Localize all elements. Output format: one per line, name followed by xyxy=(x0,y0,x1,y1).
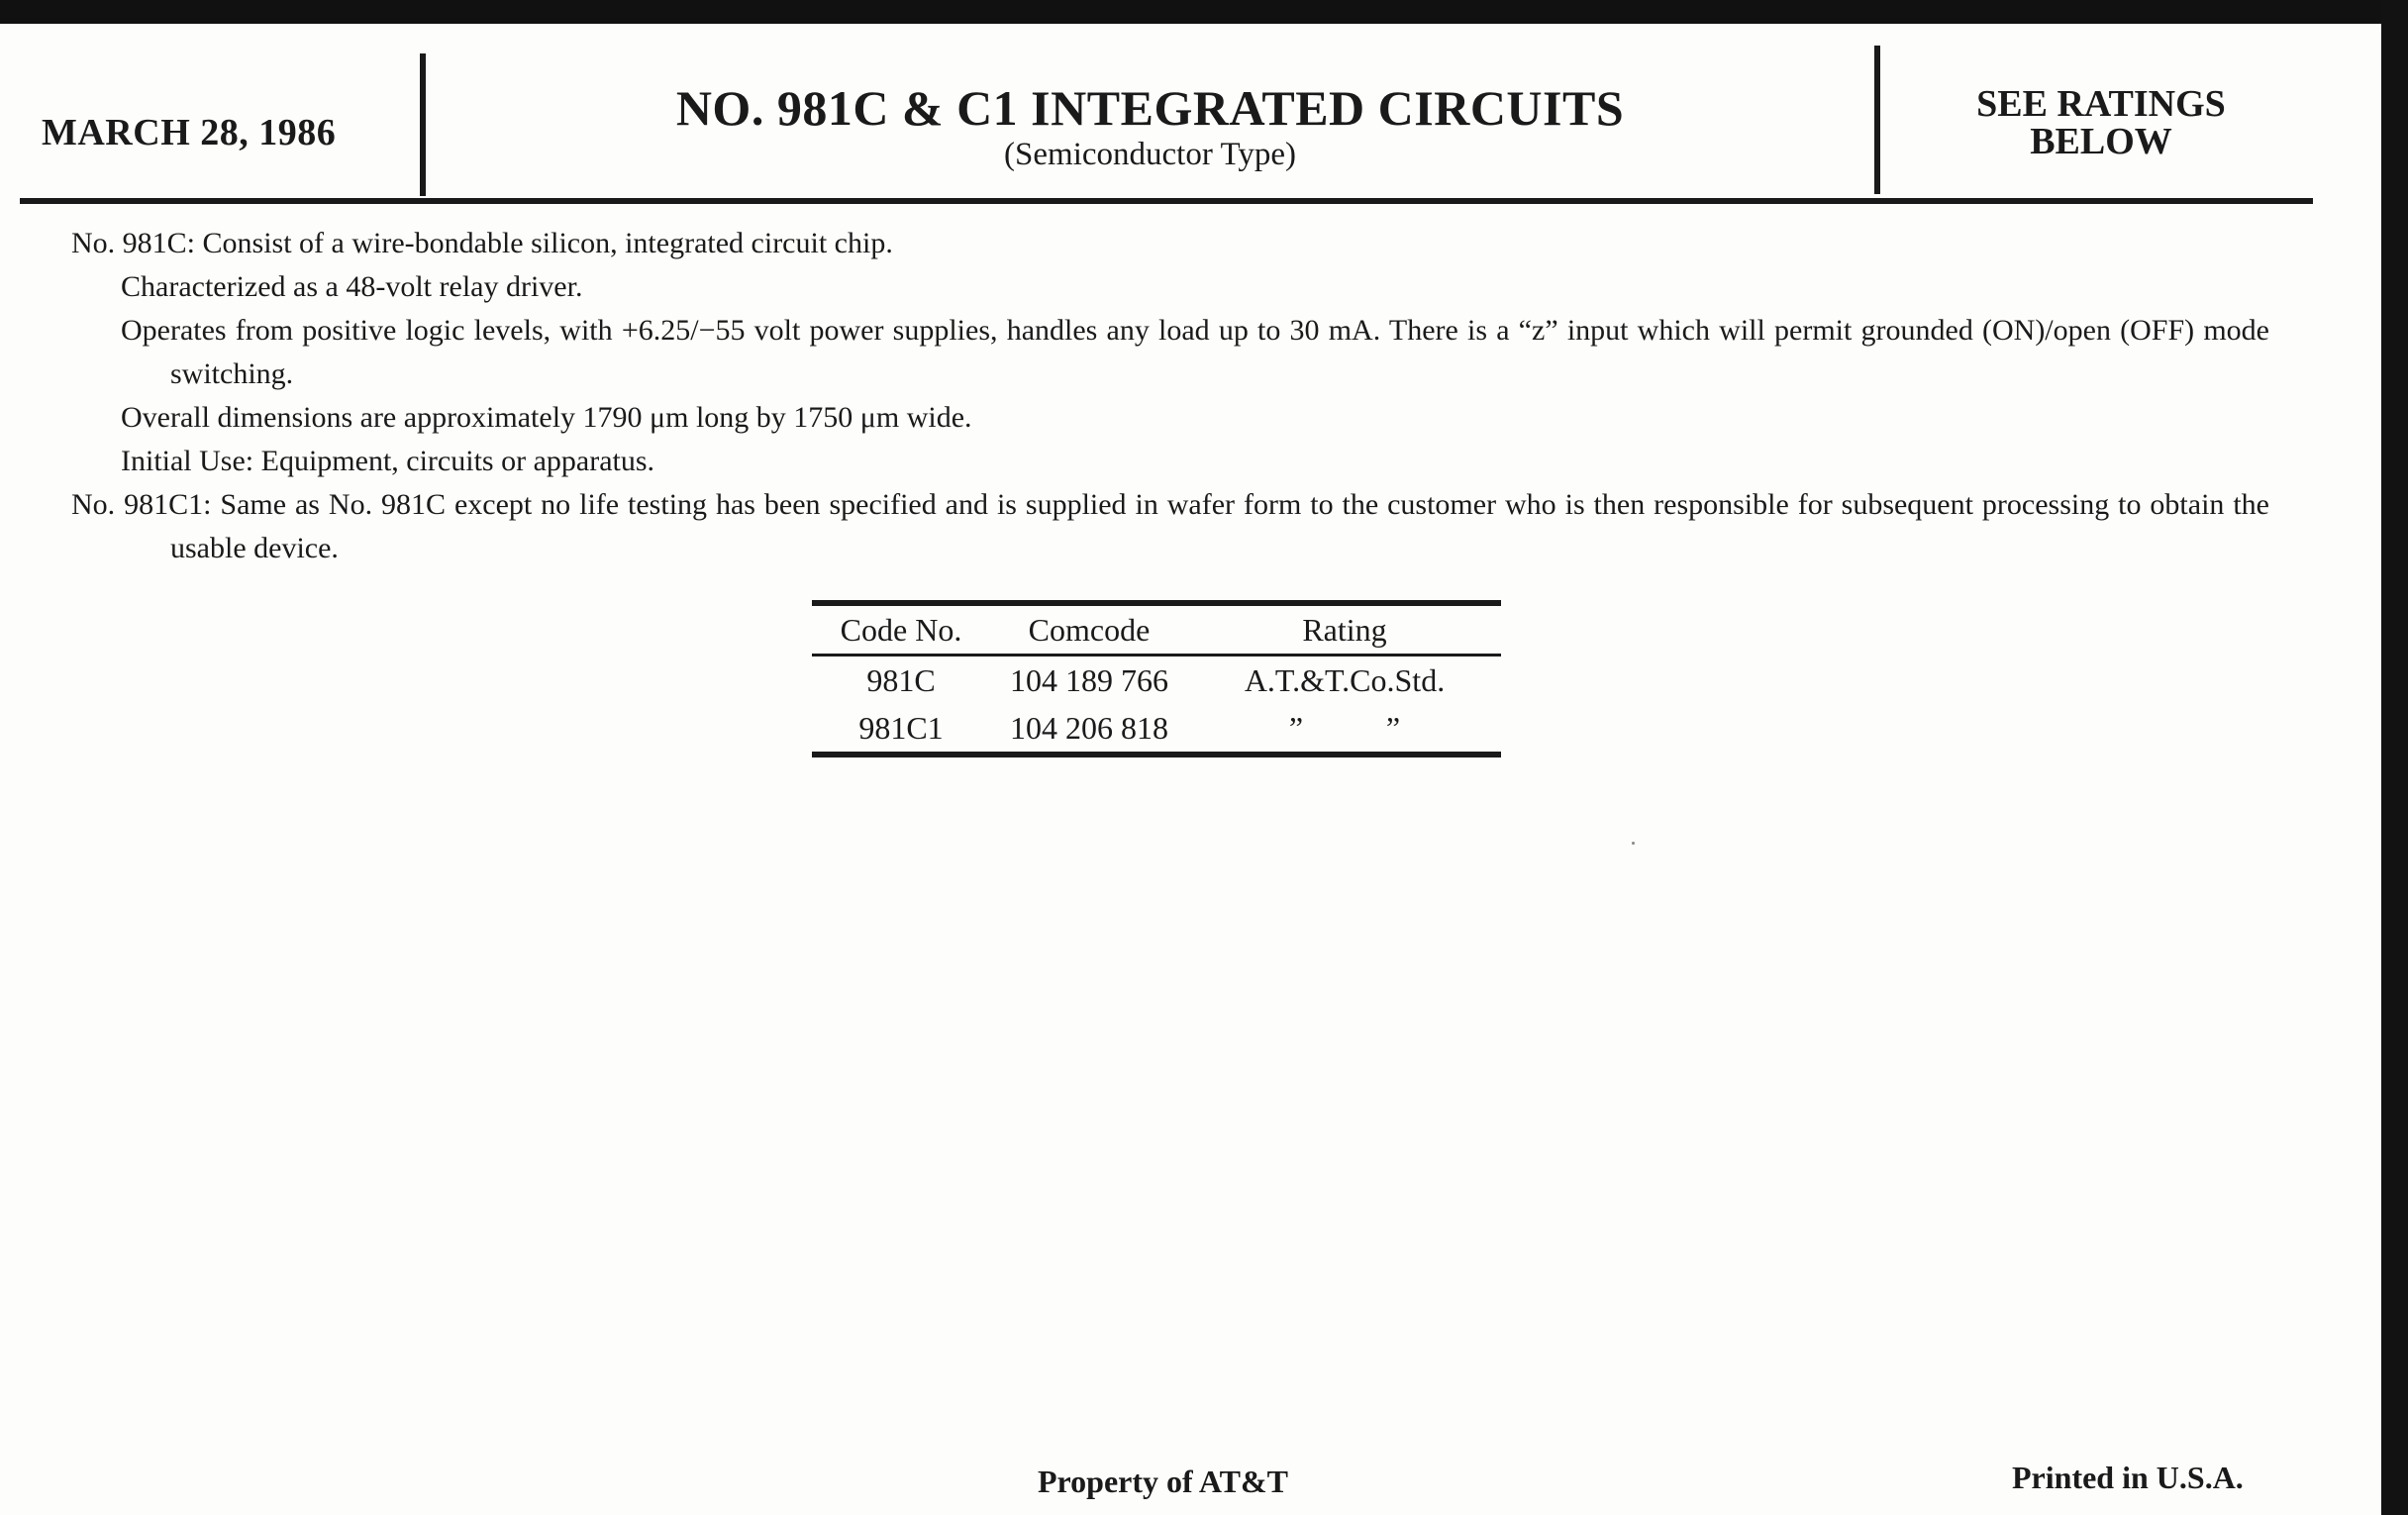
document-subtitle: (Semiconductor Type) xyxy=(1004,137,1296,172)
document-date: MARCH 28, 1986 xyxy=(42,112,337,153)
table-cell-comcode: 104 206 818 xyxy=(1010,709,1168,746)
table-cell-rating xyxy=(1188,710,1501,747)
ratings-note-line2: BELOW xyxy=(2030,121,2172,162)
table-header-code: Code No. xyxy=(840,611,962,648)
document-title: NO. 981C & C1 INTEGRATED CIRCUITS xyxy=(675,80,1625,136)
document-card xyxy=(0,24,2381,1515)
header-rule xyxy=(20,198,2313,204)
description-operation: Operates from positive logic levels, with +6.25/−55 volt power supplies, handles any load up to 30 mA. There is a “z” input which will permit grounded (ON)/open (OFF) mode switching. xyxy=(121,314,2269,390)
description-981c1: No. 981C1: Same as No. 981C except no life testing has been specified and is supplied in wafer form to the customer who is then responsible for subsequent processing to obtain the usable device. xyxy=(71,488,2269,564)
ditto-mark: ” xyxy=(1288,709,1304,746)
description-initial-use: Initial Use: Equipment, circuits or apparatus. xyxy=(121,445,655,477)
table-cell-code: 981C1 xyxy=(858,709,944,746)
description-block xyxy=(71,222,2269,570)
table-cell-rating: A.T.&T.Co.Std. xyxy=(1244,661,1446,698)
table-cell-comcode: 104 189 766 xyxy=(1010,661,1168,698)
table-row xyxy=(812,656,1501,704)
ratings-note-line1: SEE RATINGS xyxy=(1976,83,2226,125)
description-dimensions: Overall dimensions are approximately 1790 μm long by 1750 μm wide. xyxy=(121,401,972,434)
description-981c: No. 981C: Consist of a wire-bondable silicon, integrated circuit chip. xyxy=(71,227,893,259)
table-row xyxy=(812,704,1501,752)
table-cell-code: 981C xyxy=(866,661,936,698)
code-table xyxy=(812,600,1501,758)
table-header-row xyxy=(812,606,1501,654)
ditto-mark: ” xyxy=(1385,709,1401,746)
ratings-note xyxy=(1880,85,2322,160)
footer-ownership: Property of AT&T xyxy=(1038,1464,1288,1499)
description-characterization: Characterized as a 48-volt relay driver. xyxy=(121,270,583,303)
table-header-comcode: Comcode xyxy=(1028,611,1151,648)
scan-speck xyxy=(1632,842,1635,845)
table-bottom-rule xyxy=(812,752,1501,758)
scan-right-border xyxy=(2381,0,2408,1515)
footer-printed: Printed in U.S.A. xyxy=(2012,1460,2244,1495)
table-header-rating: Rating xyxy=(1302,611,1387,648)
